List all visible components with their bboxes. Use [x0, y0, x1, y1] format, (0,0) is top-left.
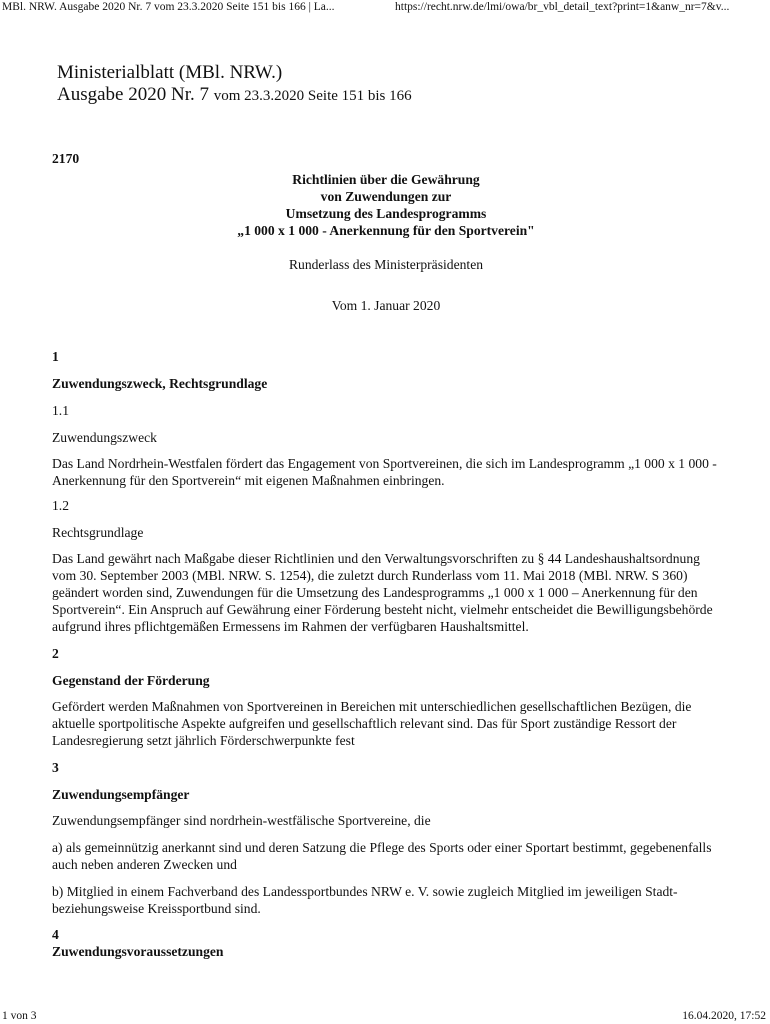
- print-header: [0, 0, 770, 16]
- publication-name: Ministerialblatt (MBl. NRW.): [57, 62, 283, 83]
- publication-ausgabe: Ausgabe 2020 Nr. 7: [57, 84, 209, 105]
- title-line: „1 000 x 1 000 - Anerkennung für den Sportverein": [237, 223, 535, 238]
- publication-heading: [57, 62, 412, 107]
- print-timestamp: 16.04.2020, 17:52: [682, 1010, 766, 1022]
- publication-date-pages: vom 23.3.2020 Seite 151 bis 166: [213, 88, 412, 104]
- title-line: Umsetzung des Landesprogramms: [285, 206, 487, 221]
- section-3-text: Zuwendungsempfänger sind nordrhein-westfälische Sportvereine, die: [52, 813, 431, 828]
- section-4-title: Zuwendungsvoraussetzungen: [52, 944, 224, 959]
- section-1-title: Zuwendungszweck, Rechtsgrundlage: [52, 376, 268, 391]
- section-2-title: Gegenstand der Förderung: [52, 673, 210, 688]
- publication-issue: [57, 84, 412, 107]
- section-1-2-number: 1.2: [52, 498, 69, 513]
- document-subtitle: Runderlass des Ministerpräsidenten: [288, 257, 484, 272]
- document-number: 2170: [52, 151, 80, 166]
- document-body: [52, 150, 720, 960]
- page-counter: 1 von 3: [2, 1010, 37, 1022]
- title-line: Richtlinien über die Gewährung: [292, 172, 480, 187]
- section-1-2-text: Das Land gewährt nach Maßgabe dieser Richtlinien und den Verwaltungsvorschriften zu § 44 Landeshaushaltsordnung vom 30. September 2003 (MBl. NRW. S. 1254), die zuletzt durch Runderlass vom 11. Mai 2018 (MBl. NRW. S 360) geändert worden sind, Zuwendungen für die Umsetzung des Landesprogramms „1 000 x 1 000 – Anerkennung für den Sportverein“. Ein Anspruch auf Gewährung einer Förderung besteht nicht, vielmehr entscheidet die Bewilligungsbehörde aufgrund ihres pflichtgemäßen Ermessens im Rahmen der verfügbaren Haushaltsmittel.: [52, 551, 713, 634]
- print-header-title: MBl. NRW. Ausgabe 2020 Nr. 7 vom 23.3.2020 Seite 151 bis 166 | La...: [2, 1, 335, 13]
- section-1-1-title: Zuwendungszweck: [52, 430, 157, 445]
- section-3-number: 3: [52, 760, 59, 775]
- section-2-text: Gefördert werden Maßnahmen von Sportvereinen in Bereichen mit unterschiedlichen gesellschaftlichen Bezügen, die aktuelle sportpolitische Aspekte aufgreifen und gesellschaftlich relevant sind. Das für Sport zuständige Ressort der Landesregierung setzt jährlich Förderschwerpunkte fest: [52, 699, 692, 748]
- document-title: [52, 171, 720, 239]
- document-date: Vom 1. Januar 2020: [331, 298, 441, 313]
- section-3-item-a: a) als gemeinnützig anerkannt sind und deren Satzung die Pflege des Sports oder einer Sportart bestimmt, gegebenenfalls auch neben anderen Zwecken und: [52, 840, 712, 872]
- print-header-url: https://recht.nrw.de/lmi/owa/br_vbl_detail_text?print=1&anw_nr=7&v...: [395, 1, 730, 13]
- section-1-number: 1: [52, 349, 59, 364]
- section-1-1-number: 1.1: [52, 403, 69, 418]
- section-3-title: Zuwendungsempfänger: [52, 787, 190, 802]
- section-4-number: 4: [52, 927, 59, 942]
- section-1-2-title: Rechtsgrundlage: [52, 525, 144, 540]
- section-1-1-text: Das Land Nordrhein-Westfalen fördert das Engagement von Sportvereinen, die sich im Landesprogramm „1 000 x 1 000 - Anerkennung für den Sportverein“ mit eigenen Maßnahmen einbringen.: [52, 456, 717, 488]
- title-line: von Zuwendungen zur: [320, 189, 452, 204]
- section-2-number: 2: [52, 646, 59, 661]
- section-3-item-b: b) Mitglied in einem Fachverband des Landessportbundes NRW e. V. sowie zugleich Mitglied im jeweiligen Stadt- beziehungsweise Kreissportbund sind.: [52, 884, 678, 916]
